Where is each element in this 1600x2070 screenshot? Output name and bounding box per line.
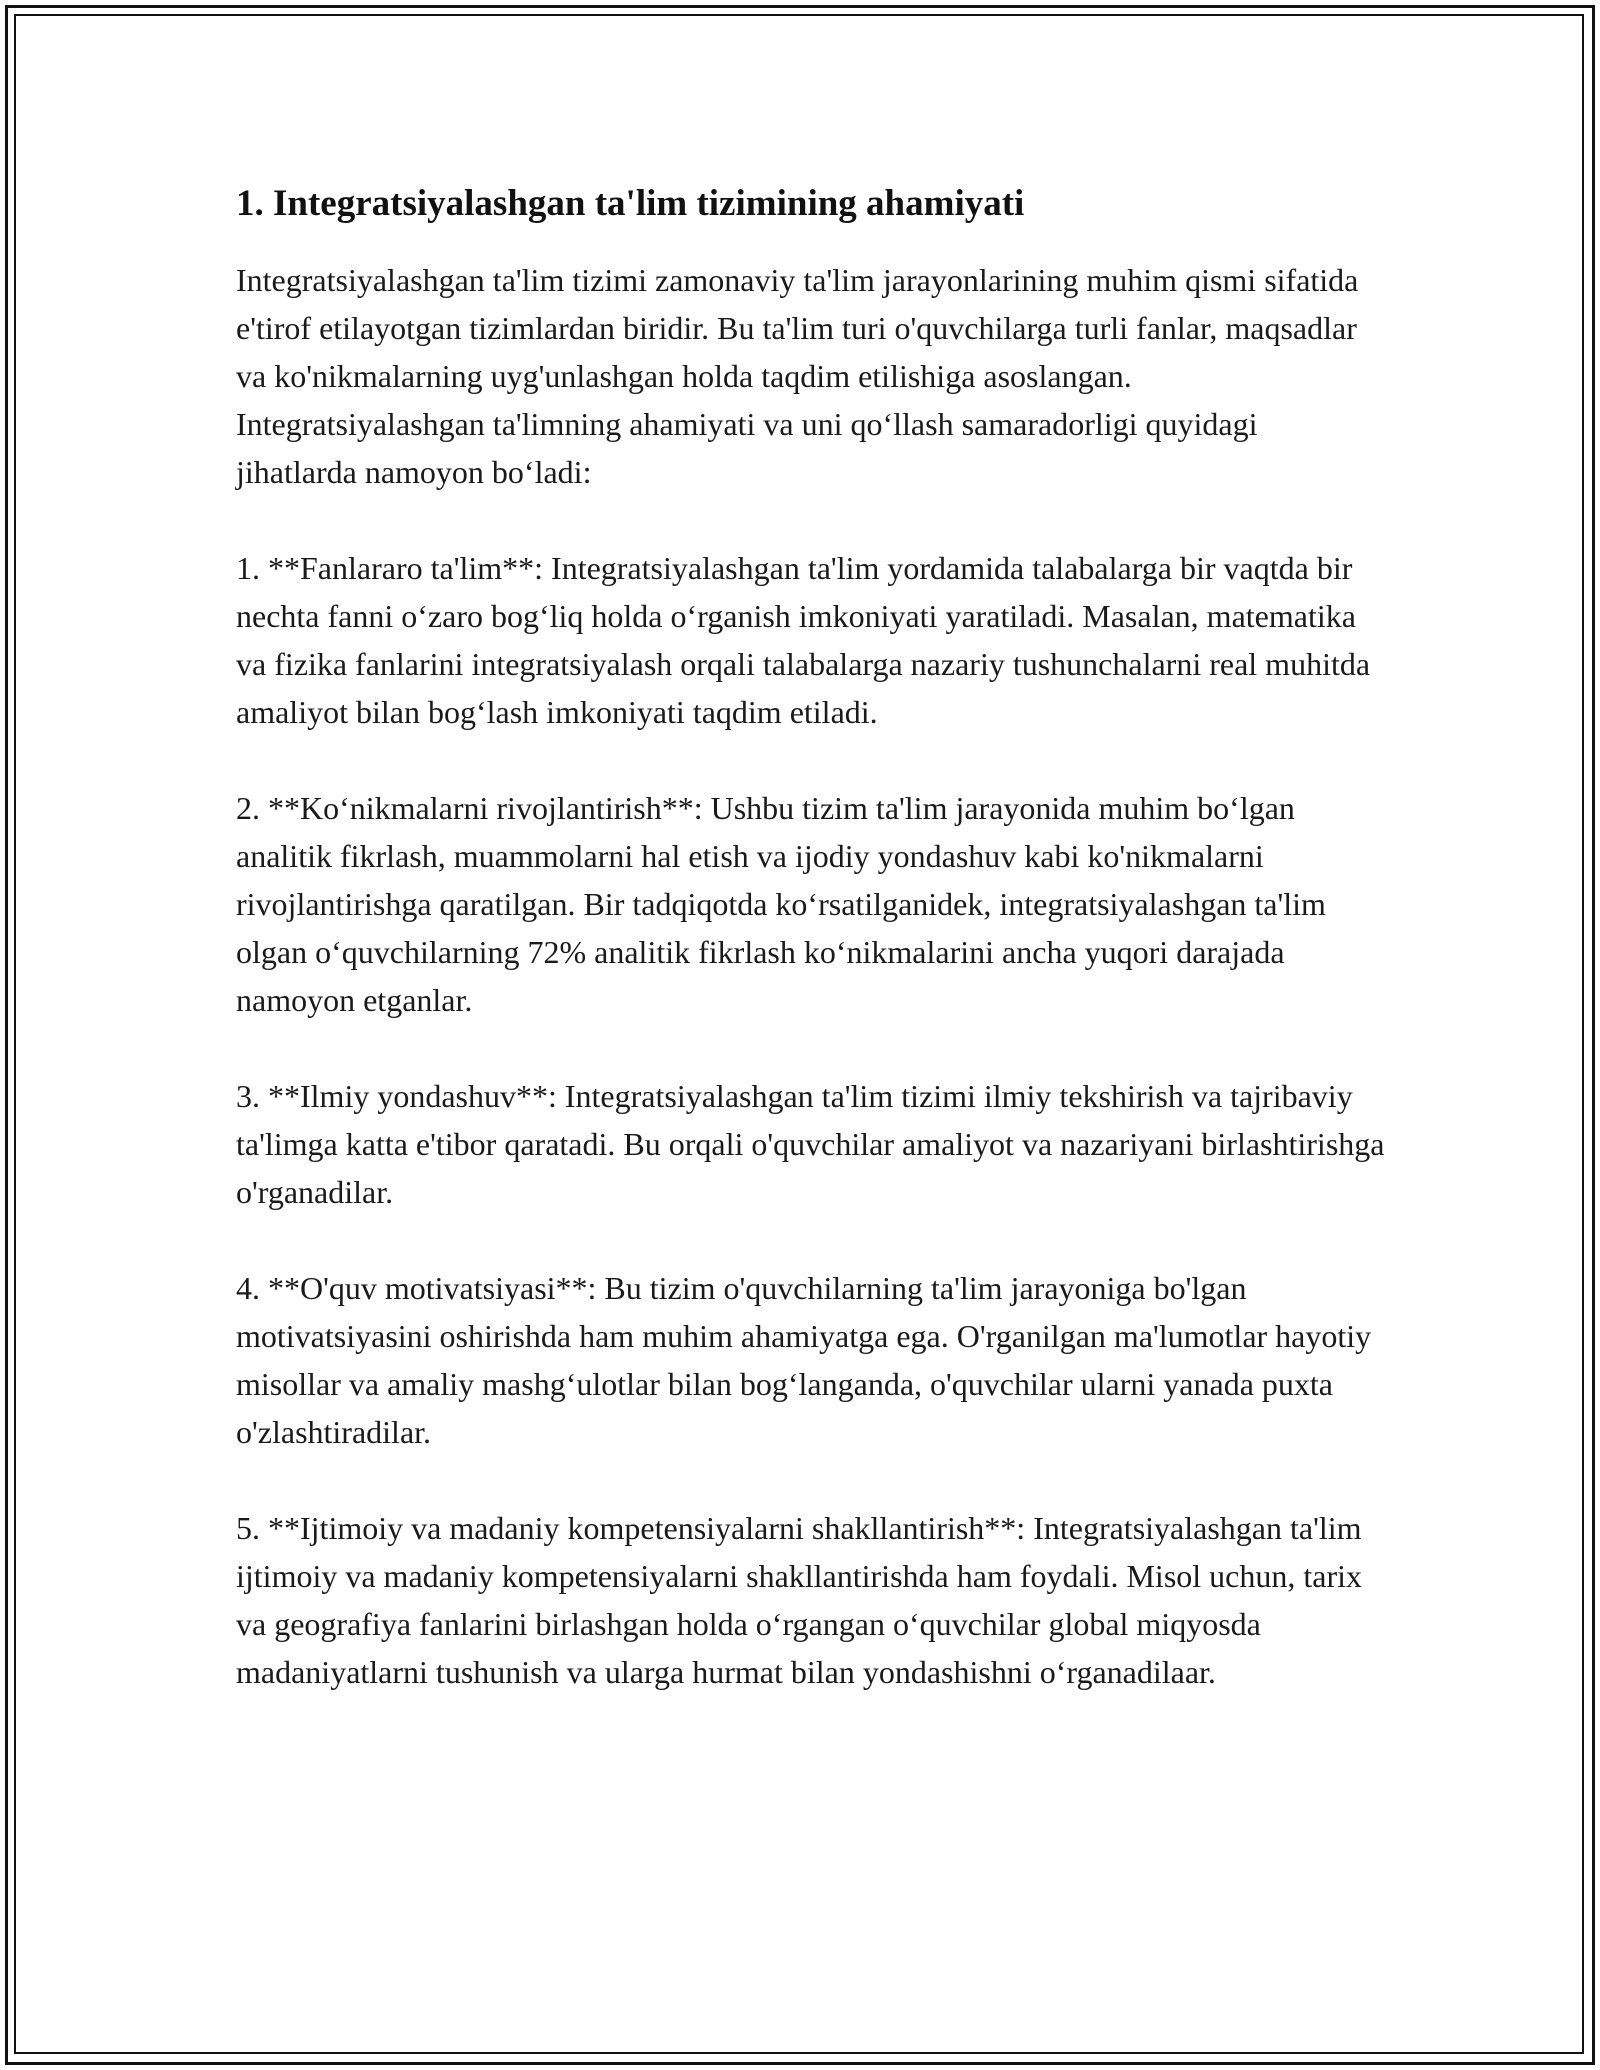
list-item-ilmiy-yondashuv: 3. **Ilmiy yondashuv**: Integratsiyalashgan ta'lim tizimi ilmiy tekshirish va tajribaviy ta'limga katta e'tibor qaratadi. Bu orqali o'quvchilar amaliyot va nazariyani birlashtirishga o'rganadilar. [236,1078,1385,1211]
section-heading: 1. Integratsiyalashgan ta'lim tizimining ahamiyati [236,183,1025,224]
list-item-kompetensiyalar: 5. **Ijtimoiy va madaniy kompetensiyalarni shakllantirish**: Integratsiyalashgan ta'lim ijtimoiy va madaniy kompetensiyalarni shakllantirishda ham foydali. Misol uchun, tarix va geografiya fanlarini birlashgan holda o‘rgangan o‘quvchilar global miqyosda madaniyatlarni tushunish va ularga hurmat bilan yondashishni o‘rganadilaar. [236,1510,1362,1691]
intro-paragraph: Integratsiyalashgan ta'lim tizimi zamonaviy ta'lim jarayonlarining muhim qismi sifatida e'tirof etilayotgan tizimlardan biridir. Bu ta'lim turi o'quvchilarga turli fanlar, maqsadlar va ko'nikmalarning uyg'unlashgan holda taqdim etilishiga asoslangan. Integratsiyalashgan ta'limning ahamiyati va uni qo‘llash samaradorligi quyidagi jihatlarda namoyon bo‘ladi: [236,262,1359,491]
list-item-konikmalar: 2. **Ko‘nikmalarni rivojlantirish**: Ushbu tizim ta'lim jarayonida muhim bo‘lgan analitik fikrlash, muammolarni hal etish va ijodiy yondashuv kabi ko'nikmalarni rivojlantirishga qaratilgan. Bir tadqiqotda ko‘rsatilganidek, integratsiyalashgan ta'lim olgan o‘quvchilarning 72% analitik fikrlash ko‘nikmalarini ancha yuqori darajada namoyon etganlar. [236,790,1326,1019]
list-item-motivatsiya: 4. **O'quv motivatsiyasi**: Bu tizim o'quvchilarning ta'lim jarayoniga bo'lgan motivatsiyasini oshirishda ham muhim ahamiyatga ega. O'rganilgan ma'lumotlar hayotiy misollar va amaliy mashg‘ulotlar bilan bog‘langanda, o'quvchilar ularni yanada puxta o'zlashtiradilar. [236,1270,1372,1451]
document-body [236,180,1386,1744]
list-item-fanlararo: 1. **Fanlararo ta'lim**: Integratsiyalashgan ta'lim yordamida talabalarga bir vaqtda bir nechta fanni o‘zaro bog‘liq holda o‘rganish imkoniyati yaratiladi. Masalan, matematika va fizika fanlarini integratsiyalash orqali talabalarga nazariy tushunchalarni real muhitda amaliyot bilan bog‘lash imkoniyati taqdim etiladi. [236,550,1371,731]
